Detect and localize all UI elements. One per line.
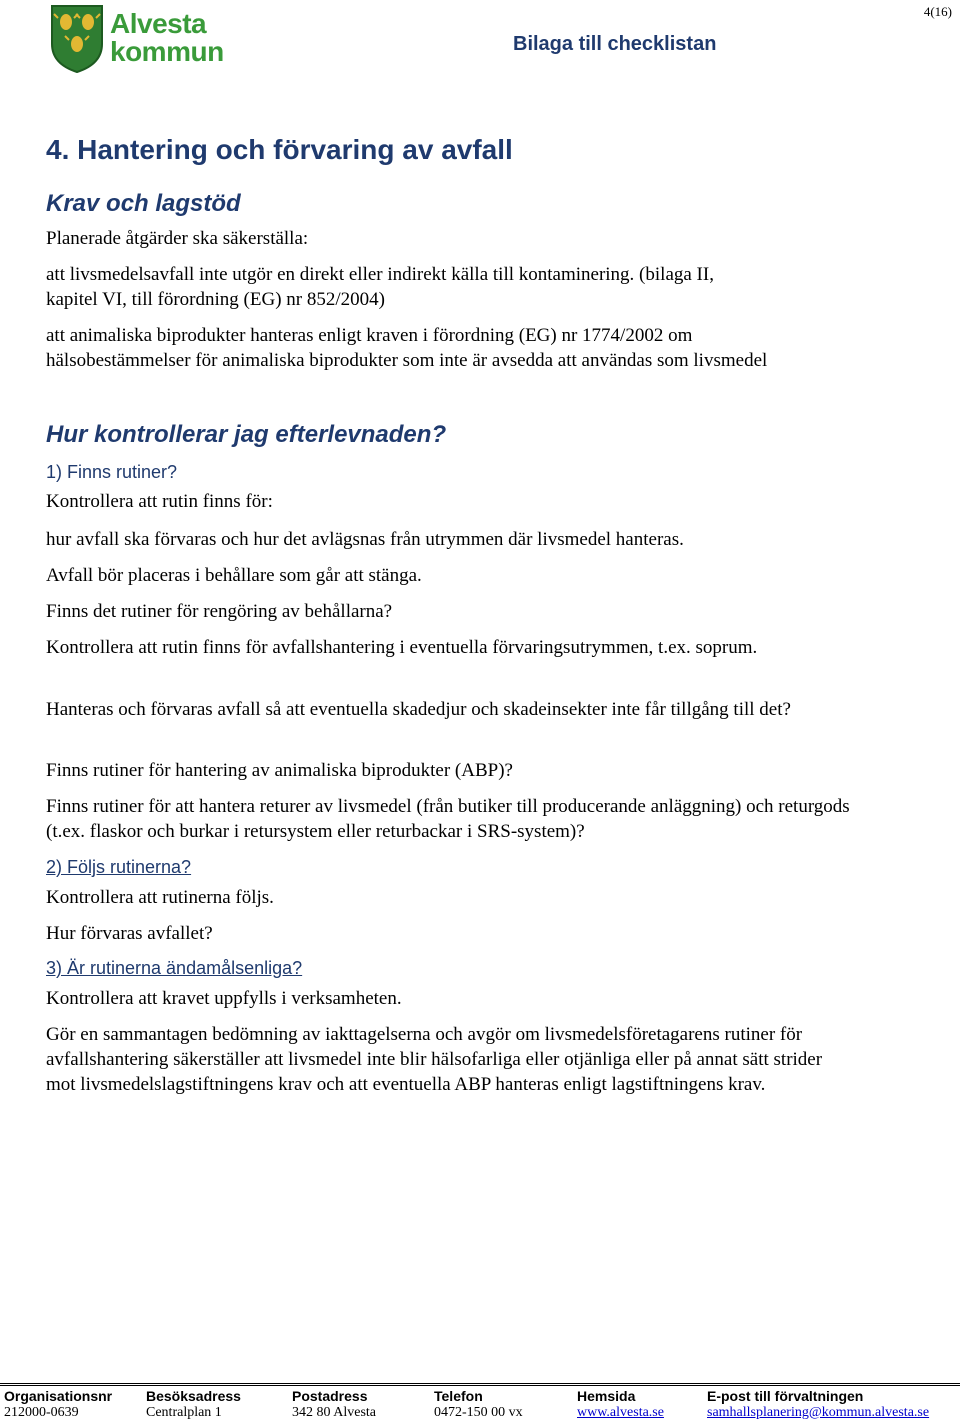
footer-email-link[interactable]: samhallsplanering@kommun.alvesta.se [707,1405,930,1420]
footer-label-web: Hemsida [577,1388,636,1404]
krav-item-1: att livsmedelsavfall inte utgör en direkt eller indirekt källa till kontaminering. (bilaga II, kapitel VI, till förordning (EG) nr 852/2004) [46,264,714,310]
question-2: 2) Följs rutinerna? [46,857,192,877]
paragraph-4: Kontrollera att rutin finns för avfallshantering i eventuella förvaringsutrymmen, t.ex. soprum. [46,637,758,658]
logo-text-line1: Alvesta [110,8,207,39]
section-title: 4. Hantering och förvaring av avfall [46,134,513,165]
footer-label-post: Postadress [292,1388,368,1404]
krav-heading: Krav och lagstöd [46,190,241,217]
krav-item-2: att animaliska biprodukter hanteras enligt kraven i förordning (EG) nr 1774/2002 om hälsobestämmelser för animaliska biprodukter som inte är avsedda att användas som livsmedel [46,325,768,371]
footer-rule-top [0,1383,960,1384]
question-3: 3) Är rutinerna ändamålsenliga? [46,958,303,978]
krav-intro: Planerade åtgärder ska säkerställa: [46,228,309,249]
kontroll-heading: Hur kontrollerar jag efterlevnaden? [46,421,447,448]
paragraph-3: Finns det rutiner för rengöring av behållarna? [46,601,393,622]
footer-label-email: E-post till förvaltningen [707,1388,864,1404]
footer-rule-bottom [0,1385,960,1386]
footer-label-orgnr: Organisationsnr [4,1388,113,1404]
coat-of-arms-icon [48,4,106,74]
paragraph-5: Hanteras och förvaras avfall så att eventuella skadedjur och skadeinsekter inte får tillgång till det? [46,699,791,720]
paragraph-2: Avfall bör placeras i behållare som går att stänga. [46,565,422,586]
page-number: 4(16) [923,4,952,19]
question-1-intro: Kontrollera att rutin finns för: [46,491,273,512]
footer-label-phone: Telefon [434,1388,483,1404]
question-2-p1: Kontrollera att rutinerna följs. [46,887,274,908]
footer-post-address: 342 80 Alvesta [292,1405,376,1420]
question-3-p1: Kontrollera att kravet uppfylls i verksamheten. [46,988,402,1009]
header-title: Bilaga till checklistan [513,33,717,55]
paragraph-1: hur avfall ska förvaras och hur det avlägsnas från utrymmen där livsmedel hanteras. [46,529,684,550]
paragraph-7: Finns rutiner för att hantera returer av livsmedel (från butiker till producerande anläggning) och returgods (t.ex. flaskor och burkar i retursystem eller returbackar i SRS-system)? [46,796,850,842]
footer-label-visit: Besöksadress [146,1388,241,1404]
footer-website-link[interactable]: www.alvesta.se [577,1405,664,1420]
conclusion: Gör en sammantagen bedömning av iakttagelserna och avgör om livsmedelsföretagarens rutiner för avfallshantering säkerställer att livsmedel inte blir hälsofarliga eller otjänliga eller på annat sätt strider mot livsmedelslagstiftningens krav och att eventuella ABP hanteras enligt lagstiftningens krav. [46,1024,823,1095]
question-2-p2: Hur förvaras avfallet? [46,923,213,944]
logo-text-line2: kommun [110,36,224,67]
question-1: 1) Finns rutiner? [46,462,178,482]
footer-orgnr: 212000-0639 [4,1405,79,1420]
footer-phone: 0472-150 00 vx [434,1405,523,1420]
footer-visit-address: Centralplan 1 [146,1405,222,1420]
paragraph-6: Finns rutiner för hantering av animaliska biprodukter (ABP)? [46,760,513,781]
alvesta-logo [48,4,238,76]
